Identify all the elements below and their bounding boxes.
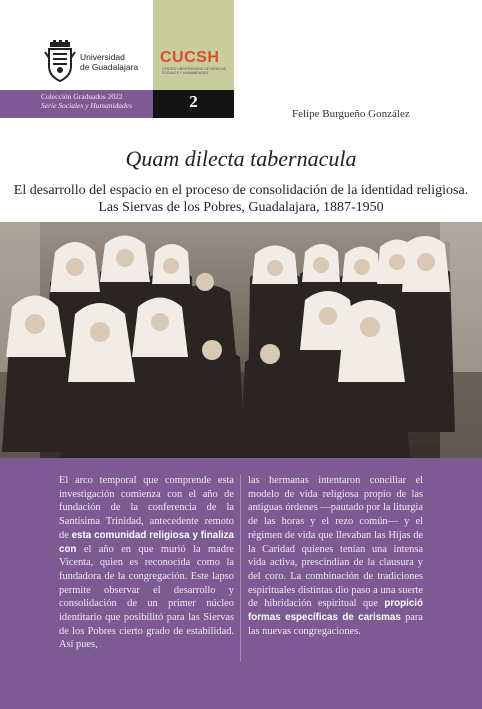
description-column-left: El arco temporal que comprende esta investigación comienza con el año de fundación de la conferencia de la Santísima Trinidad, antecedente remoto de esta comunidad religiosa y finaliza con el año en que murió la madre Vicenta, quien es reconocida como la fundadora de la congregación. Este lapso permite observar el desarrollo y consolidación de un primer núcleo identitario que posibilitó para las Siervas de los Pobres cierto grado de estabilidad. Así pues, [59, 475, 235, 651]
author: Felipe Burgueño González [292, 108, 410, 120]
university-name: Universidad de Guadalajara [80, 52, 139, 72]
book-subtitle: El desarrollo del espacio en el proceso de consolidación de la identidad religiosa. Las Siervas de los Pobres, Guadalajara, 1887-1950 [13, 183, 469, 215]
group-photo [0, 222, 482, 458]
column-divider [240, 474, 241, 662]
book-title: Quam dilecta tabernacula [125, 146, 357, 171]
cucsh-subtitle: CENTRO UNIVERSITARIO DE CIENCIAS SOCIALES Y HUMANIDADES [162, 67, 226, 75]
collection-label: Colección Graduados 2022 Serie Sociales y Humanidades [41, 92, 133, 110]
cucsh-panel [153, 0, 234, 90]
udg-crest-icon [44, 40, 76, 82]
volume-number: 2 [189, 92, 198, 111]
cucsh-logo: CUCSH [160, 49, 220, 66]
description-column-right: las hermanas intentaron conciliar el modelo de vida religiosa propio de las antiguas órdenes —pautado por la liturgia de las horas y el rezo común— y el régimen de vida que llevaban las Hijas de la Caridad quienes tenían una intensa vida activa, prescindían de la clausura y del coro. La combinación de tradiciones espirituales distintas dio paso a una suerte de hibridación espiritual que propició formas específicas de carismas para las nuevas congregaciones. [248, 475, 423, 637]
